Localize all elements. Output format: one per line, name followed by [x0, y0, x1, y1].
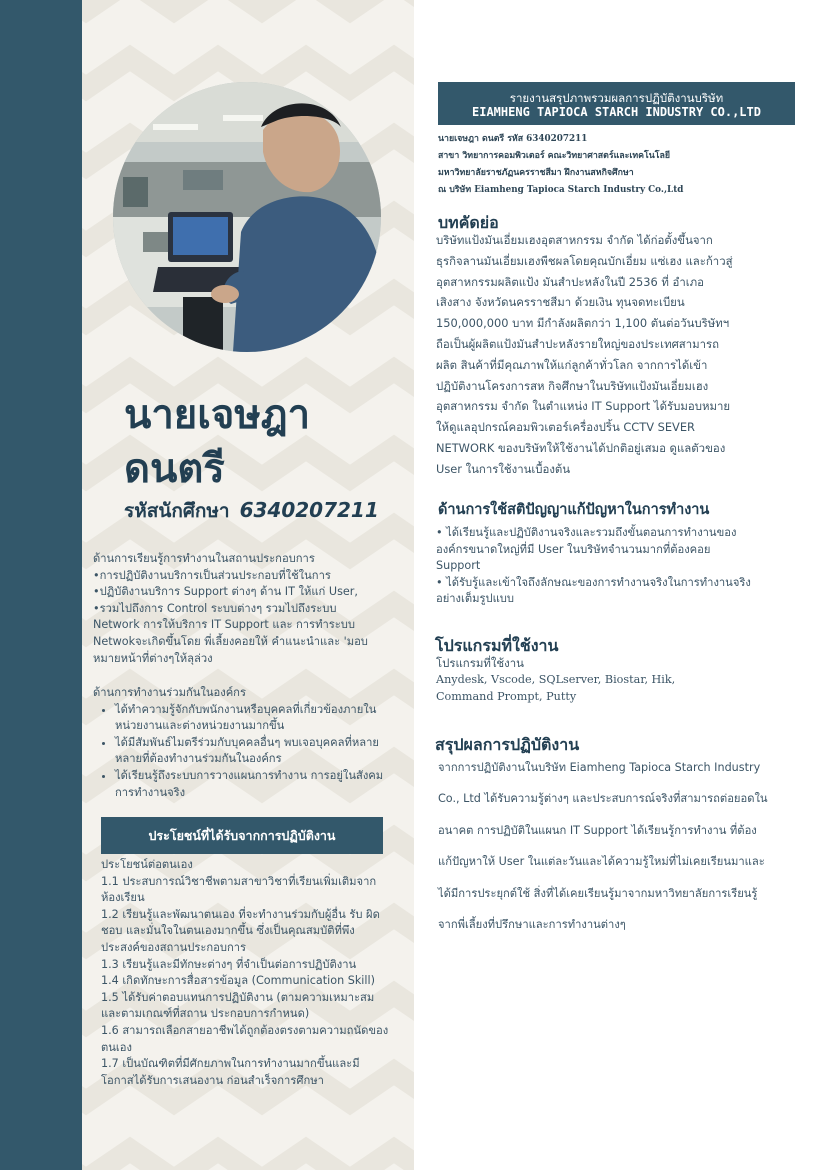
list-item: • ได้มีสัมพันธ์ไมตรีร่วมกับบุคคลอื่นๆ พบเจอบุคคลที่หลายหลายที่ต้องทำงานร่วมกันในองค์กร: [115, 735, 395, 768]
benefit-line: 1.2 เรียนรู้และพัฒนาตนเอง ที่จะทำงานร่วมกับผู้อื่น รับ ผิดชอบ และมั่นใจในตนเองมากขึ้น ซึ่งเป็นคุณสมบัติที่พึงประสงค์ของสถานประกอบการ: [101, 907, 380, 954]
programs-label: โปรแกรมที่ใช้งาน: [436, 656, 524, 670]
teamwork-list: [93, 702, 395, 802]
benefit-line: 1.6 สามารถเลือกสายอาชีพได้ถูกต้องตรงตามความถนัดของตนเอง: [101, 1023, 389, 1054]
author-line: ณ บริษัท Eiamheng Tapioca Starch Industry Co.,Ltd: [438, 185, 684, 195]
report-title-company: EIAMHENG TAPIOCA STARCH INDUSTRY CO.,LTD: [472, 105, 761, 119]
student-id-number: 6340207211: [239, 498, 379, 522]
learning-heading: ด้านการเรียนรู้การทำงานในสถานประกอบการ: [93, 552, 315, 565]
learning-line: หมายหน้าที่ต่างๆให้ลุล่วง: [93, 651, 213, 665]
abstract-text: บริษัทแป้งมันเอี่ยมเฮงอุตสาหกรรม จำกัด ได้ก่อตั้งขึ้นจากธุรกิจลานมันเอี่ยมเฮงพืชผลโดยคุณบักเอี่ยม แซ่เฮง และก้าวสู่อุตสาหกรรมผลิตแป้ง มันสำปะหลังในปี 2536 ที่ อำเภอเสิงสาง จังหวัดนครราชสีมา ด้วยเงิน ทุนจดทะเบียน 150,000,000 บาท มีกำลังผลิตกว่า 1,100 ตันต่อวันบริษัทฯ ถือเป็นผู้ผลิตแป้งมันสำปะหลังรายใหญ่ของประเทศสามารถผลิต สินค้าที่มีคุณภาพให้แก่ลูกค้าทั่วโลก จากการได้เข้าปฏิบัติงานโครงการสห กิจศึกษาในบริษัทแป้งมันเอี่ยมเฮงอุตสาหกรรม จำกัด ในตำแหน่ง IT Support ได้รับมอบหมายให้ดูแลอุปกรณ์คอมพิวเตอร์เครื่องปริ้น CCTV SEVER NETWORK ของบริษัทให้ใช้งานได้ปกติอยู่เสมอ ดูแลตัวของ User ในการใช้งานเบื้องต้น: [436, 233, 733, 476]
student-id-label: รหัสนักศึกษา: [124, 500, 230, 522]
summary-heading: สรุปผลการปฏิบัติงาน: [435, 735, 580, 754]
benefits-title: ประโยชน์ที่ได้รับจากการปฏิบัติงาน: [148, 827, 336, 843]
profile-photo: [113, 82, 381, 352]
benefit-line: 1.3 เรียนรู้และมีทักษะต่างๆ ที่จำเป็นต่อการปฏิบัติงาน: [101, 957, 357, 971]
programs-section: [436, 655, 736, 705]
benefit-line: 1.5 ได้รับค่าตอบแทนการปฏิบัติงาน (ตามความเหมาะสมและตามเกณฑ์ที่สถาน ประกอบการกำหนด): [101, 990, 375, 1021]
programs-list: Anydesk, Vscode, SQLserver, Biostar, Hik, Command Prompt, Putty: [436, 672, 676, 703]
chevron-stripe: [82, 1150, 414, 1170]
report-title-thai: รายงานสรุปภาพรวมผลการปฏิบัติงานบริษัท: [509, 91, 724, 105]
abstract-heading: บทคัดย่อ: [438, 213, 499, 232]
mindfulness-item: • ได้รับรู้และเข้าใจถึงลักษณะของการทำงานจริงในการทำงานจริงอย่างเต็มรูปแบบ: [436, 575, 751, 606]
author-line: สาขา วิทยาการคอมพิวเตอร์ คณะวิทยาศาสตร์และเทคโนโลยี: [438, 151, 671, 161]
teamwork-section: [93, 685, 395, 801]
programs-heading: โปรแกรมที่ใช้งาน: [435, 636, 559, 655]
student-name: นายเจษฎา ดนตรี: [124, 392, 311, 492]
left-color-stripe: [0, 0, 82, 1170]
summary-text: จากการปฏิบัติงานในบริษัท Eiamheng Tapioca Starch Industry Co., Ltd ได้รับความรู้ต่างๆ และประสบการณ์จริงที่สามารถต่อยอดในอนาคต การปฏิบัติในแผนก IT Support ได้เรียนรู้การทำงาน ที่ต้องแก้ปัญหาให้ User ในแต่ละวันและได้ความรู้ใหม่ที่ไม่เคยเรียนมาและได้มีการประยุกต์ใช้ สิ่งที่ได้เคยเรียนรู้มาจากมหาวิทยาลัยการเรียนรู้จากพี่เลี้ยงที่ปรึกษาและการทำงานต่างๆ: [438, 761, 768, 932]
chevron-stripe: [82, 0, 414, 10]
benefits-list: [101, 857, 391, 1089]
benefits-title-bar: [101, 817, 383, 854]
learning-line: •ปฏิบัติงานบริการ Support ต่างๆ ด้าน IT ให้แก่ User,: [93, 585, 358, 599]
learning-line: •การปฏิบัติงานบริการเป็นส่วนประกอบที่ใช้ในการ: [93, 568, 331, 582]
mindfulness-list: [436, 525, 756, 608]
mindfulness-item: • ได้เรียนรู้และปฏิบัติงานจริงและรวมถึงขั้นตอนการทำงานขององค์กรขนาดใหญ่ที่มี User ในบริษัทจำนวนมากที่ต้องคอย Support: [436, 526, 737, 573]
mindfulness-heading: ด้านการใช้สติปัญญาแก้ปัญหาในการทำงาน: [438, 502, 710, 518]
teamwork-heading: ด้านการทำงานร่วมกันในองค์กร: [93, 686, 246, 699]
benefit-line: 1.4 เกิดทักษะการสื่อสารข้อมูล (Communication Skill): [101, 974, 375, 988]
author-info: [438, 131, 798, 199]
list-item: • ได้เรียนรู้ถึงระบบการวางแผนการทำงาน การอยู่ในสังคมการทำงานจริง: [115, 768, 395, 801]
learning-line: Network การให้บริการ IT Support และ การทำระบบ: [93, 618, 355, 632]
student-id-line: [124, 496, 379, 526]
learning-line: •รวมไปถึงการ Control ระบบต่างๆ รวมไปถึงระบบ: [93, 601, 337, 615]
author-line: นายเจษฎา ดนตรี รหัส 6340207211: [438, 134, 588, 144]
learning-section: [93, 551, 395, 667]
author-line: มหาวิทยาลัยราชภัฏนครราชสีมา ฝึกงานสหกิจศึกษา: [438, 168, 634, 178]
benefit-line: 1.7 เป็นบัณฑิตที่มีศักยภาพในการทำงานมากขึ้นและมีโอกาสได้รับการเสนองาน ก่อนสำเร็จการศึกษา: [101, 1057, 360, 1087]
list-item: • ได้ทำความรู้จักกับพนักงานหรือบุคคลที่เกี่ยวข้องภายในหน่วยงานและต่างหน่วยงานมากขึ้น: [115, 702, 395, 735]
benefit-line: ประโยชน์ต่อตนเอง: [101, 858, 193, 871]
report-title-banner: [438, 82, 795, 125]
benefit-line: 1.1 ประสบการณ์วิชาชีพตามสาขาวิชาที่เรียนเพิ่มเติมจากห้องเรียน: [101, 874, 377, 905]
photo-illustration: [113, 82, 381, 352]
learning-line: Netwokจะเกิดขึ้นโดย พี่เลี้ยงคอยให้ คำแนะนำและ 'มอบ: [93, 634, 368, 648]
